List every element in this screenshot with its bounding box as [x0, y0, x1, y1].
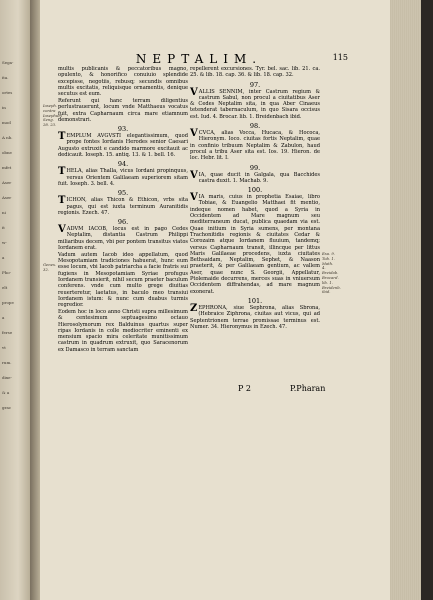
entry-paragraph: [190, 130, 320, 161]
drop-initial: V: [190, 128, 198, 140]
left-page-fragment: Aser: [2, 180, 12, 185]
entry-paragraph: [58, 168, 188, 187]
left-page-edge: [0, 0, 30, 600]
left-page-fragment: obne: [2, 150, 12, 155]
entry-paragraph: [58, 226, 188, 251]
left-page-fragment: a: [2, 255, 5, 260]
entry-text: HELA, alias Thalla, vicus Iordani propinquus, versus Orientem Galilaeam superiorem sitam fuit. Ioseph. 3. bell. 4.: [58, 168, 188, 187]
margin-note-genesis: Genes. 32.: [43, 262, 57, 272]
left-column: [58, 66, 188, 354]
left-page-fragment: ferse: [2, 330, 13, 335]
running-head: NEPTALIM.: [135, 52, 263, 66]
drop-initial: T: [58, 131, 66, 143]
entry-number: 101.: [247, 296, 263, 305]
body-paragraph: Vadum autem Iacob ideo appellatum, quod Mesopotamiam tradiciones habuerat, hunc eum esse locum, vbi Iacob patriarcha a facie fratris sui fugiens in Mesopotamiam Syriae profugus Iordanem transierit, nihil secum praeter baculum conferens. vnde cum multo grege diuitias reuerteretur, laetatus, in baculo meo transiui Iordanem istum: & nunc cum duabus turmis regredior.: [58, 251, 188, 309]
left-page-fragment: in: [2, 105, 6, 110]
signature-mark: P 2: [238, 384, 252, 393]
left-page-fragment: & a: [2, 390, 10, 395]
entry-paragraph: [190, 86, 320, 120]
entry-text: EMPLUM AVGVSTI elegantissimum, quod prope fontes Iordanis Herodes senior Caesari Augusto extruxit e candido marmore excitauit ac dedicauit. Ioseph. 15. antiq. 13. & 1. bell. 16.: [58, 133, 188, 159]
entry-text: ALLIS SENNIM, inter Castrum regium & castrum Sabul, non procul a ciuitatibus Aser & Cedes Neptalim sita, in qua Aber Cinaeus tetenderat tabernaculum, in quo Sisara occisus est. Iud. 4. Brocar. lib. 1. Breidenbach ibid.: [190, 88, 320, 120]
left-page-fragment: elt: [2, 285, 8, 290]
entry-text: IA, quae ducit in Galgala, qua Bacchides castra duxit. 1. Machab. 9.: [198, 171, 320, 184]
left-page-fragment: dixe-: [2, 375, 12, 380]
entry-paragraph: [58, 133, 188, 158]
page-fore-edge: [390, 0, 433, 600]
left-page-fragment: a: [2, 315, 5, 320]
drop-initial: T: [58, 166, 66, 178]
entry-number: 99.: [249, 163, 261, 172]
drop-initial: V: [190, 192, 198, 204]
left-page-fragment: Pho-: [2, 270, 12, 275]
left-page-fragment: ortes: [2, 90, 13, 95]
entry-number: 100.: [247, 186, 263, 195]
entry-paragraph: [58, 197, 188, 216]
left-page-fragment: mod: [2, 120, 11, 125]
left-page-fragment: Aser: [2, 195, 12, 200]
left-page-fragment: w-: [2, 240, 7, 245]
entry-number: 97.: [249, 80, 261, 89]
body-paragraph: multis publicanis & peccatoribus magno, opulento, & honorifico conuiuio splendide excepisse, negotiis, rebusq; secundis omnibus multis excitatis, reliquisque ornamentis, denique secutus est eum.: [58, 66, 188, 98]
drop-initial: V: [58, 224, 66, 236]
drop-initial: T: [58, 195, 66, 207]
left-page-fragment: vt: [2, 345, 6, 350]
entry-text: CVCA, alias Vocca, Hucaca, & Hococa, Hieronym. Ioco. ciuitas fortis Neptalim, quae in confinio tribuum Neptalim & Zabulon, haud procul a tribu Aser sita est. Ios. 19. Hieron. de loc. Hebr. lit. I.: [190, 130, 320, 162]
body-paragraph: Referunt qui hanc terram diligentius perlustrauerunt, locum vnde Matthaeus vocatus fuit, extra Capharnaum circa mare etiamnum demonstrari.: [58, 97, 188, 123]
left-page-fragment: mfet: [2, 165, 12, 170]
left-page-fragment: rum.: [2, 360, 12, 365]
margin-note-joseph: Ioseph. contra Iosephum Seng. 28. 23.: [43, 103, 62, 128]
drop-initial: V: [190, 169, 198, 181]
entry-paragraph: [190, 194, 320, 295]
left-page-fragment: it: [2, 225, 5, 230]
margin-note-references: Esa. 9. Tob. 1. Math. 4. Breidab. Brocard. lib. 1. Breidenb. ibid.: [322, 251, 341, 295]
catchword: P.Pharan: [290, 384, 326, 393]
left-page-fragment: ni: [2, 210, 6, 215]
entry-text: IA maris, cuius in prophetia Esaiae, libro Tobiae, & Euangelio Matthaei fit mentio, indeque nomen habet, quod a Syria in Occidentem ad Mare magnum seu mediterraneum ducat, publica quaedam via est. Quae initium in Syria sumens, per montana Trachonitidis regionis & ciuitates Cedar & Corozaim atque Iordanem fluuium, tandemq; versus Capharnaum transit, illincque per littus Maris Galilaeae procedens, iuxta ciuitates Bethsaidam, Neptalim, Sephet, & Naason praeterit, & per Galilaeam gentium, ac vallem Aser, quae nunc S. Georgii, Appellatur, Ptolemaide decurrens, merces suas in vniuersum Occidentem diffrahendas, ad mare magnum exonerat.: [190, 194, 320, 295]
entry-number: 93.: [117, 125, 129, 134]
entry-number: 98.: [249, 122, 261, 131]
entry-text: ADVM IACOB, locus est in pago Cedes Neptalim, distantia Castrum Philippi miliaribus decem, vbi per pontem transitus viatos Iordanem erat.: [58, 226, 188, 252]
left-page-fragment: A nb.: [2, 135, 13, 140]
book-gutter: [30, 0, 40, 600]
entry-text: EPHRONA, siue Sephrona, alias Sbrona, (Hebraice Ziphrona, ciuitas aut vicus, qui ad Septentrionem terrae promissae terminus est. Numer. 34. Hieronymus in Ezech. 47.: [190, 304, 320, 330]
left-page-fragment: ita.: [2, 75, 9, 80]
right-column: [190, 66, 320, 331]
entry-number: 94.: [117, 160, 129, 169]
left-page-fragment: grac: [2, 405, 12, 410]
entry-paragraph: [190, 169, 320, 185]
entry-paragraph: [190, 302, 320, 330]
left-page-fragment: prope: [2, 300, 14, 305]
entry-number: 95.: [117, 189, 129, 198]
body-paragraph: Eodem hoc in loco anno Christi supra millesimum & centesimum septuagesimo octauo Hierosolymorum rex Balduinus quartus super ripas Iordanis in colle mediocriter eminenti ex mensium spacio mira celeritate munitissimum castrum in quadrum extruxit, quo Saracenorum ex Damasco in terram sanctam: [58, 309, 188, 353]
drop-initial: V: [190, 86, 198, 98]
left-page-fragment: Sega-: [2, 60, 14, 65]
body-paragraph: repellerent excursiones. Tyr. bel. sac. lib. 21. ca. 25. & lib. 18. cap. 36. & lib. 18. cap. 32.: [190, 66, 320, 79]
page-number: 115: [332, 53, 348, 62]
drop-initial: Z: [190, 302, 198, 314]
entry-text: ICHON, alias Thicon & Ethicon, vrbs sita pagus, qui est iuxta terminum Auranitidis regionis. Ezech. 47.: [58, 197, 188, 216]
entry-number: 96.: [117, 218, 129, 227]
page-header: [58, 52, 348, 66]
